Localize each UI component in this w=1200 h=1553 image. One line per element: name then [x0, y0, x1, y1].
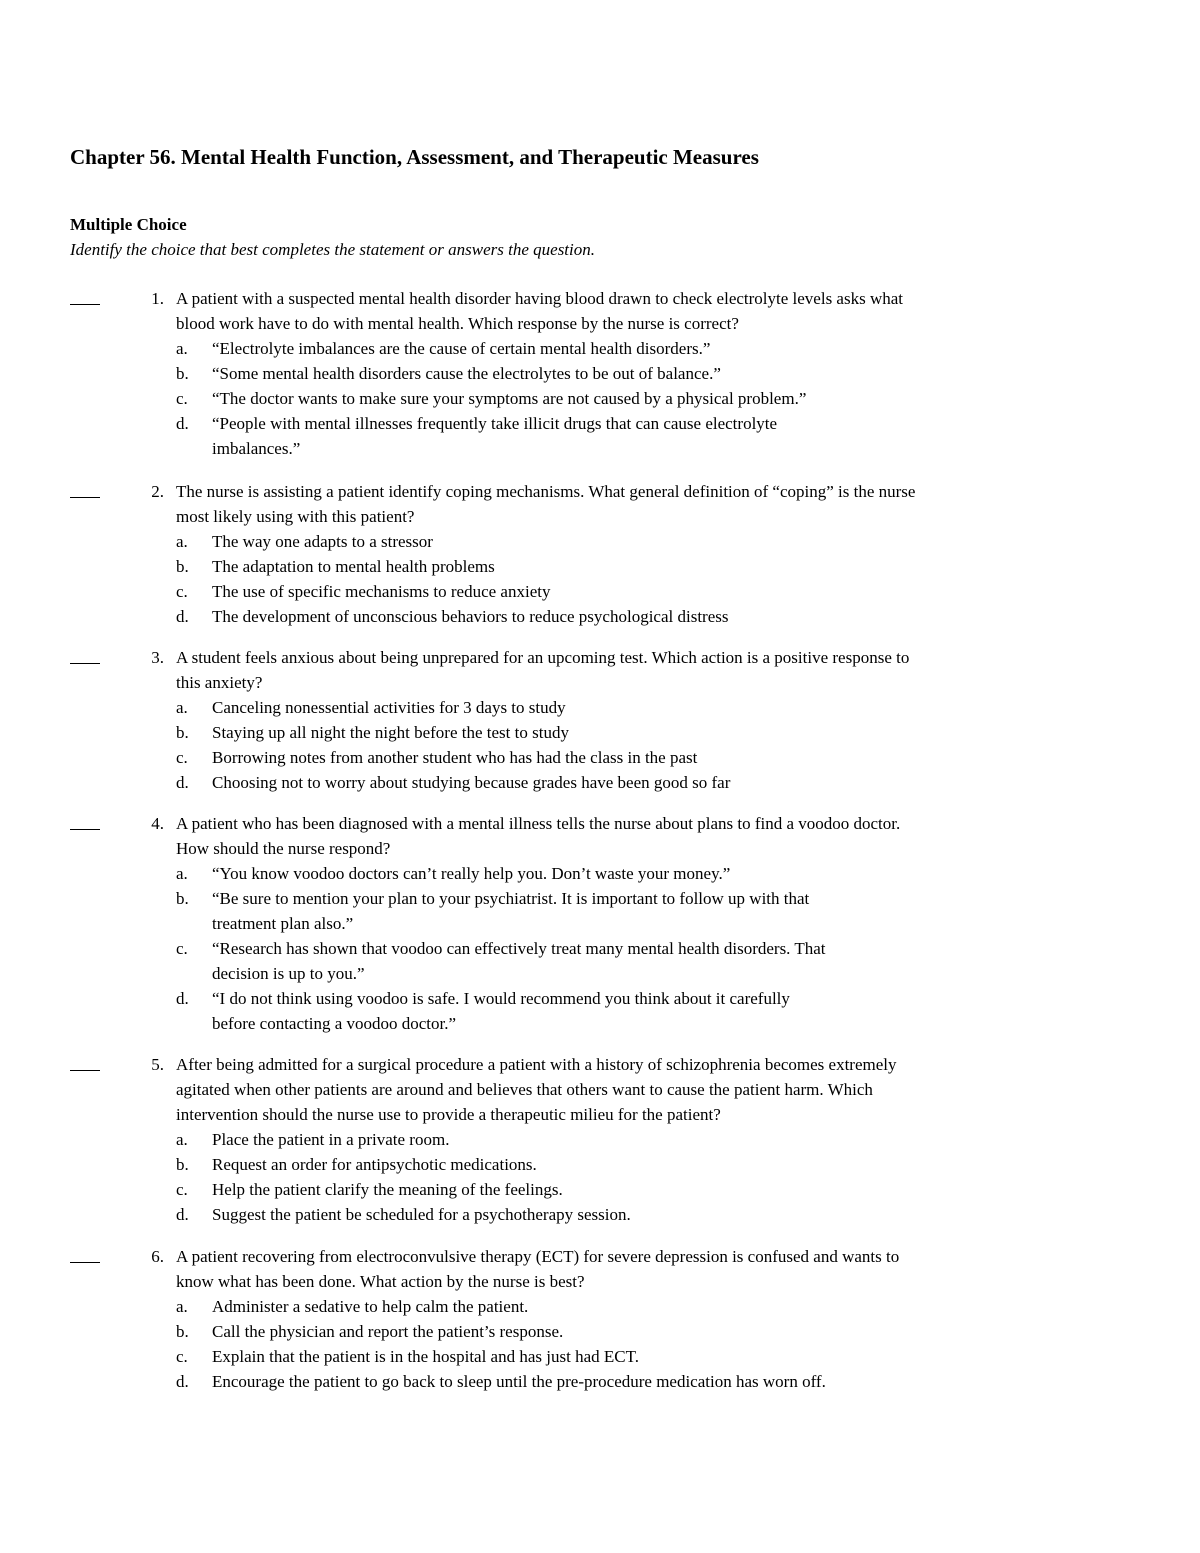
- option-text: Encourage the patient to go back to sleep until the pre-procedure medication has worn off.: [212, 1372, 826, 1391]
- option-letter: a.: [176, 339, 188, 358]
- option-text: The adaptation to mental health problems: [212, 557, 495, 576]
- question-stem-line: A patient who has been diagnosed with a mental illness tells the nurse about plans to find a voodoo doctor.: [176, 814, 901, 833]
- option-text: Canceling nonessential activities for 3 days to study: [212, 698, 566, 717]
- option-text: Choosing not to worry about studying because grades have been good so far: [212, 773, 731, 792]
- option-letter: d.: [176, 1372, 189, 1391]
- option-text: “People with mental illnesses frequently take illicit drugs that can cause electrolyte: [212, 414, 778, 433]
- option-letter: b.: [176, 1322, 189, 1341]
- option-text: “The doctor wants to make sure your symptoms are not caused by a physical problem.”: [212, 389, 807, 408]
- option-letter: d.: [176, 414, 189, 433]
- option-letter: a.: [176, 698, 188, 717]
- question-stem-line: A student feels anxious about being unprepared for an upcoming test. Which action is a positive response to: [176, 648, 910, 667]
- option-text: Help the patient clarify the meaning of the feelings.: [212, 1180, 563, 1199]
- option-text: decision is up to you.”: [212, 964, 365, 983]
- option-letter: a.: [176, 864, 188, 883]
- option-letter: b.: [176, 723, 189, 742]
- question-number: 2.: [151, 482, 164, 501]
- question-stem-line: A patient with a suspected mental health disorder having blood drawn to check electrolyte levels asks what: [176, 289, 904, 308]
- option-text: Request an order for antipsychotic medications.: [212, 1155, 537, 1174]
- option-text: “Research has shown that voodoo can effectively treat many mental health disorders. That: [212, 939, 826, 958]
- option-text: before contacting a voodoo doctor.”: [212, 1014, 457, 1033]
- option-letter: a.: [176, 532, 188, 551]
- question-number: 6.: [151, 1247, 164, 1266]
- instructions: Identify the choice that best completes the statement or answers the question.: [70, 240, 595, 259]
- question-stem-line: blood work have to do with mental health. Which response by the nurse is correct?: [176, 314, 739, 333]
- question-number: 4.: [151, 814, 164, 833]
- question-stem-line: agitated when other patients are around and believes that others want to cause the patient harm. Which: [176, 1080, 873, 1099]
- option-letter: d.: [176, 773, 189, 792]
- chapter-title: Chapter 56. Mental Health Function, Assessment, and Therapeutic Measures: [70, 145, 759, 169]
- option-text: “I do not think using voodoo is safe. I would recommend you think about it carefully: [212, 989, 790, 1008]
- option-letter: a.: [176, 1130, 188, 1149]
- option-text: Place the patient in a private room.: [212, 1130, 450, 1149]
- option-letter: d.: [176, 607, 189, 626]
- option-letter: c.: [176, 1347, 188, 1366]
- option-letter: b.: [176, 557, 189, 576]
- question-stem-line: A patient recovering from electroconvulsive therapy (ECT) for severe depression is confused and wants to: [176, 1247, 900, 1266]
- option-text: Suggest the patient be scheduled for a psychotherapy session.: [212, 1205, 631, 1224]
- question-stem-line: know what has been done. What action by the nurse is best?: [176, 1272, 585, 1291]
- option-text: “Be sure to mention your plan to your psychiatrist. It is important to follow up with that: [212, 889, 810, 908]
- answer-blank[interactable]: [70, 1238, 100, 1263]
- option-text: Explain that the patient is in the hospital and has just had ECT.: [212, 1347, 639, 1366]
- option-text: Borrowing notes from another student who has had the class in the past: [212, 748, 698, 767]
- option-text: The use of specific mechanisms to reduce anxiety: [212, 582, 551, 601]
- section-heading: Multiple Choice: [70, 215, 187, 234]
- question-stem-line: The nurse is assisting a patient identify coping mechanisms. What general definition of “coping” is the nurse: [176, 482, 916, 501]
- option-letter: a.: [176, 1297, 188, 1316]
- option-text: “Some mental health disorders cause the electrolytes to be out of balance.”: [212, 364, 721, 383]
- question-stem-line: most likely using with this patient?: [176, 507, 415, 526]
- option-text: “You know voodoo doctors can’t really help you. Don’t waste your money.”: [212, 864, 731, 883]
- answer-blank[interactable]: [70, 639, 100, 664]
- question-number: 5.: [151, 1055, 164, 1074]
- question-number: 1.: [151, 289, 164, 308]
- question-stem-line: this anxiety?: [176, 673, 263, 692]
- option-text: Staying up all night the night before the test to study: [212, 723, 569, 742]
- option-letter: c.: [176, 582, 188, 601]
- question-stem-line: intervention should the nurse use to provide a therapeutic milieu for the patient?: [176, 1105, 721, 1124]
- option-letter: d.: [176, 1205, 189, 1224]
- option-letter: c.: [176, 748, 188, 767]
- answer-blank[interactable]: [70, 805, 100, 830]
- option-text: imbalances.”: [212, 439, 301, 458]
- option-text: Call the physician and report the patient’s response.: [212, 1322, 564, 1341]
- option-text: The development of unconscious behaviors to reduce psychological distress: [212, 607, 729, 626]
- answer-blank[interactable]: [70, 280, 100, 305]
- option-letter: c.: [176, 939, 188, 958]
- option-letter: c.: [176, 389, 188, 408]
- answer-blank[interactable]: [70, 1046, 100, 1071]
- question-stem-line: After being admitted for a surgical procedure a patient with a history of schizophrenia becomes extremely: [176, 1055, 897, 1074]
- option-text: treatment plan also.”: [212, 914, 354, 933]
- option-letter: b.: [176, 364, 189, 383]
- option-text: Administer a sedative to help calm the patient.: [212, 1297, 529, 1316]
- option-letter: c.: [176, 1180, 188, 1199]
- option-letter: b.: [176, 1155, 189, 1174]
- question-stem-line: How should the nurse respond?: [176, 839, 391, 858]
- option-letter: b.: [176, 889, 189, 908]
- question-number: 3.: [151, 648, 164, 667]
- option-letter: d.: [176, 989, 189, 1008]
- answer-blank[interactable]: [70, 473, 100, 498]
- option-text: The way one adapts to a stressor: [212, 532, 433, 551]
- option-text: “Electrolyte imbalances are the cause of certain mental health disorders.”: [212, 339, 711, 358]
